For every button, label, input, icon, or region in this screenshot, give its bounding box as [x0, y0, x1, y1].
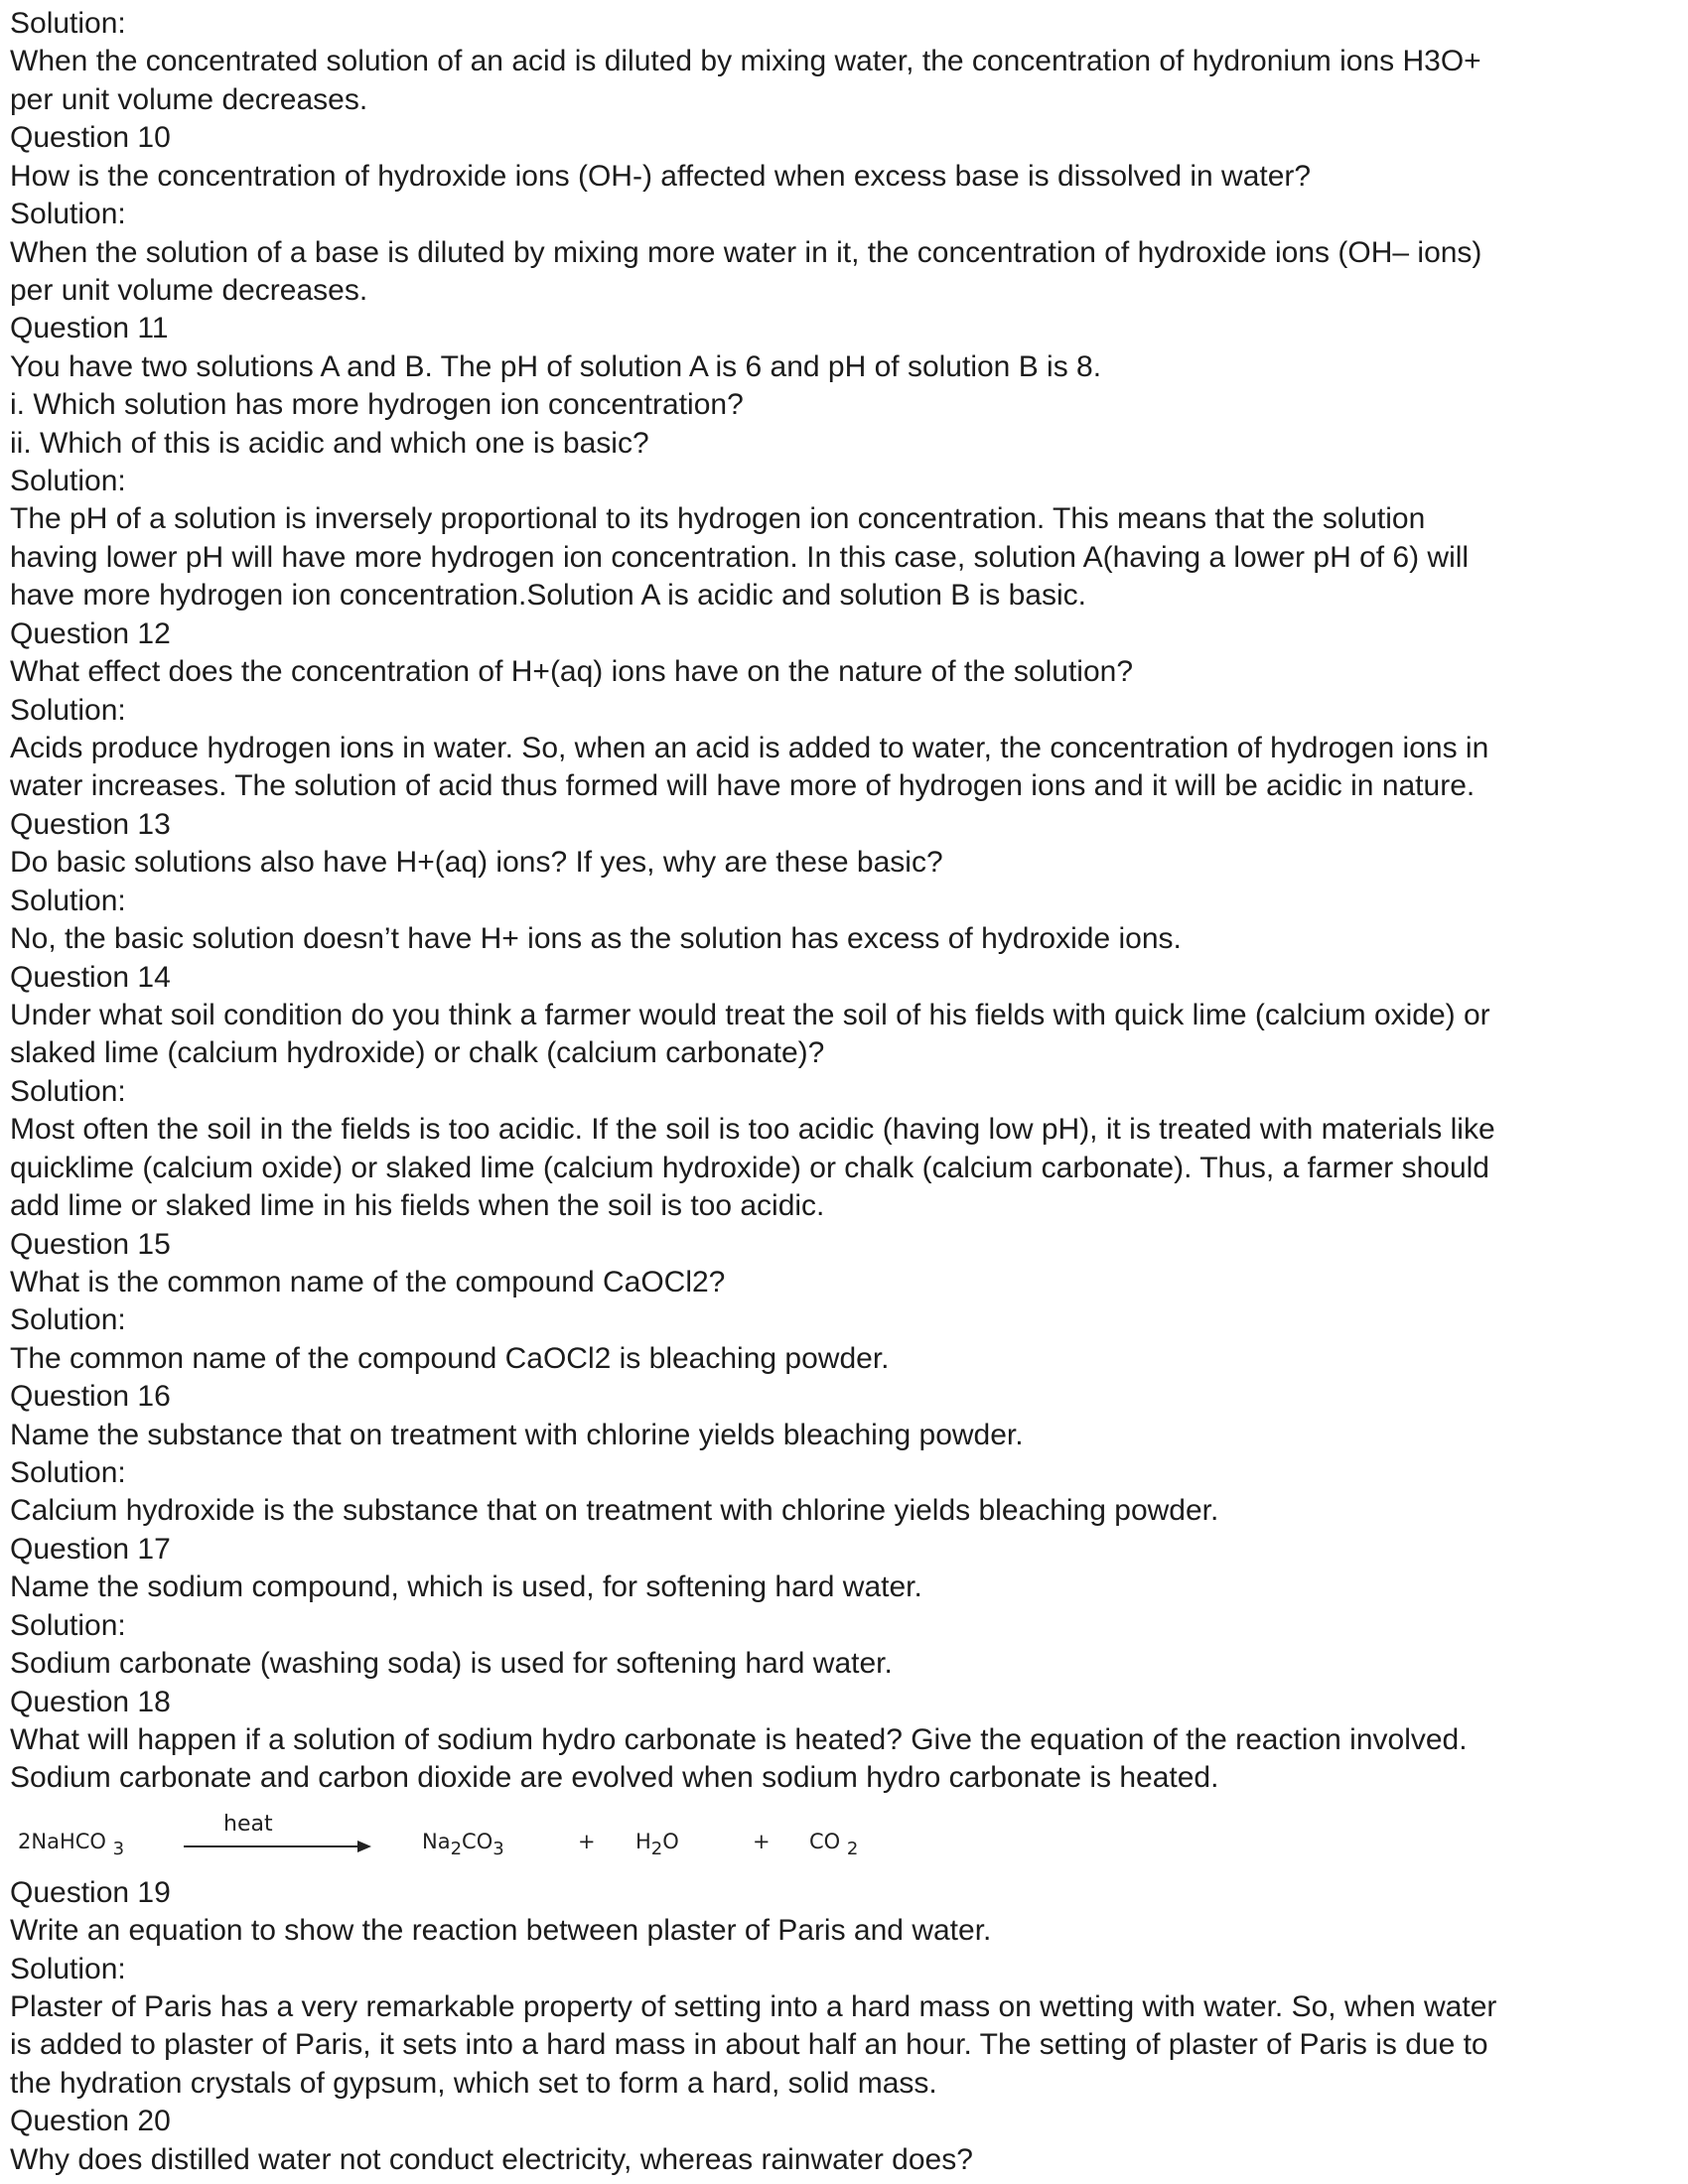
solution-label: Solution:	[10, 1074, 126, 1108]
text-line: Why does distilled water not conduct electricity, whereas rainwater does?	[10, 2142, 973, 2176]
text-line: add lime or slaked lime in his fields when the soil is too acidic.	[10, 1189, 825, 1223]
question-heading: Question 20	[10, 2105, 171, 2138]
text-line: Name the substance that on treatment with chlorine yields bleaching powder.	[10, 1418, 1024, 1451]
reaction-arrow-icon	[184, 1845, 367, 1847]
text-section-1	[10, 5, 1496, 1798]
product-h2o: $H_2O$	[635, 1829, 679, 1859]
solution-label: Solution:	[10, 1952, 126, 1985]
solution-label: Solution:	[10, 7, 126, 40]
text-line: What will happen if a solution of sodium hydro carbonate is heated? Give the equation of the reaction involved.	[10, 1722, 1468, 1756]
question-heading: Question 11	[10, 312, 169, 345]
question-heading: Question 13	[10, 807, 171, 841]
document-body	[10, 5, 1496, 2179]
question-heading: Question 18	[10, 1685, 171, 1718]
text-line: How is the concentration of hydroxide ions (OH-) affected when excess base is dissolved in water?	[10, 159, 1312, 193]
text-line: Do basic solutions also have H+(aq) ions? If yes, why are these basic?	[10, 846, 943, 880]
text-line: The common name of the compound CaOCl2 is bleaching powder.	[10, 1341, 890, 1375]
text-line: slaked lime (calcium hydroxide) or chalk (calcium carbonate)?	[10, 1036, 825, 1070]
question-heading: Question 16	[10, 1380, 171, 1414]
text-line: Sodium carbonate (washing soda) is used for softening hard water.	[10, 1647, 893, 1681]
text-line: Sodium carbonate and carbon dioxide are evolved when sodium hydro carbonate is heated.	[10, 1761, 1219, 1795]
solution-label: Solution:	[10, 1608, 126, 1642]
text-line: having lower pH will have more hydrogen ion concentration. In this case, solution A(having a lower pH of 6) will	[10, 540, 1470, 574]
question-heading: Question 15	[10, 1227, 171, 1261]
solution-label: Solution:	[10, 1303, 126, 1337]
text-line: quicklime (calcium oxide) or slaked lime (calcium hydroxide) or chalk (calcium carbonate). Thus, a farmer should	[10, 1151, 1489, 1184]
text-line: No, the basic solution doesn’t have H+ ions as the solution has excess of hydroxide ions.	[10, 922, 1182, 956]
text-line: Plaster of Paris has a very remarkable property of setting into a hard mass on wetting with water. So, when water	[10, 1989, 1497, 2023]
question-heading: Question 14	[10, 960, 171, 994]
question-heading: Question 12	[10, 616, 171, 650]
plus-sign: +	[753, 1829, 771, 1853]
plus-sign: +	[578, 1829, 596, 1853]
text-line: i. Which solution has more hydrogen ion concentration?	[10, 388, 744, 422]
reaction-condition: heat	[223, 1811, 273, 1837]
text-line: Acids produce hydrogen ions in water. So, when an acid is added to water, the concentration of hydrogen ions in	[10, 732, 1489, 765]
product-co2: CO $_2$	[809, 1829, 859, 1859]
reactant: 2NaHCO $_3$	[18, 1829, 125, 1859]
text-line: water increases. The solution of acid thus formed will have more of hydrogen ions and it will be acidic in nature.	[10, 769, 1476, 803]
text-line: per unit volume decreases.	[10, 82, 368, 116]
text-line: What is the common name of the compound CaOCl2?	[10, 1265, 726, 1298]
solution-label: Solution:	[10, 1456, 126, 1490]
solution-label: Solution:	[10, 465, 126, 498]
text-section-2	[10, 1874, 1496, 2179]
text-line: The pH of a solution is inversely proportional to its hydrogen ion concentration. This means that the solution	[10, 502, 1426, 536]
text-line: What effect does the concentration of H+(aq) ions have on the nature of the solution?	[10, 655, 1134, 689]
text-line: Name the sodium compound, which is used, for softening hard water.	[10, 1570, 922, 1604]
text-line: Most often the soil in the fields is too acidic. If the soil is too acidic (having low pH), it is treated with materials like	[10, 1113, 1495, 1147]
text-line: ii. Which of this is acidic and which one is basic?	[10, 426, 649, 460]
question-heading: Question 17	[10, 1532, 171, 1566]
text-line: is added to plaster of Paris, it sets into a hard mass in about half an hour. The setting of plaster of Paris is due to	[10, 2028, 1488, 2062]
text-line: When the solution of a base is diluted by mixing more water in it, the concentration of hydroxide ions (OH– ions)	[10, 235, 1482, 269]
text-line: the hydration crystals of gypsum, which set to form a hard, solid mass.	[10, 2066, 937, 2100]
text-line: When the concentrated solution of an acid is diluted by mixing water, the concentration of hydronium ions H3O+	[10, 45, 1481, 78]
question-heading: Question 19	[10, 1875, 171, 1909]
question-heading: Question 10	[10, 121, 171, 155]
text-line: Under what soil condition do you think a farmer would treat the soil of his fields with quick lime (calcium oxide) or	[10, 998, 1490, 1031]
text-line: have more hydrogen ion concentration.Solution A is acidic and solution B is basic.	[10, 579, 1086, 613]
solution-label: Solution:	[10, 693, 126, 727]
text-line: Write an equation to show the reaction between plaster of Paris and water.	[10, 1914, 992, 1948]
text-line: You have two solutions A and B. The pH of solution A is 6 and pH of solution B is 8.	[10, 349, 1102, 383]
text-line: Calcium hydroxide is the substance that on treatment with chlorine yields bleaching powder.	[10, 1494, 1219, 1528]
product-na2co3: $Na_2CO_3$	[422, 1829, 504, 1859]
text-line: per unit volume decreases.	[10, 273, 368, 307]
solution-label: Solution:	[10, 884, 126, 917]
chemical-equation	[10, 1798, 1496, 1874]
solution-label: Solution:	[10, 198, 126, 231]
